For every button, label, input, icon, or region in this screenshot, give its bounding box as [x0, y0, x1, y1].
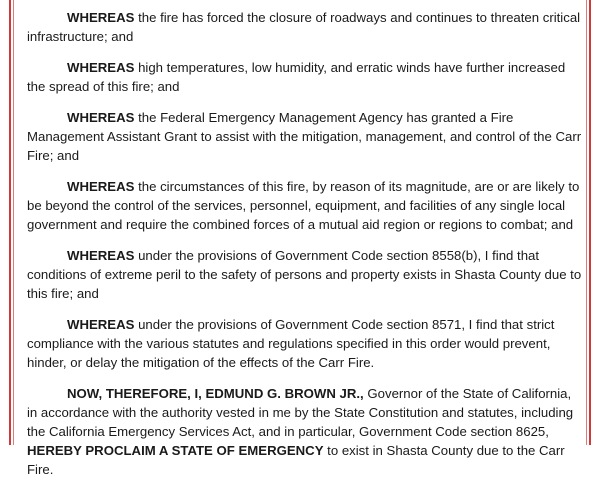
whereas-label: WHEREAS — [67, 317, 135, 332]
proclamation-text-end: to exist in Shasta County due to the Carr Fire. — [27, 443, 565, 477]
whereas-text: the circumstances of this fire, by reason of its magnitude, are or are likely to be beyond the control of the services, personnel, equipment, and facilities of any single local government and require the combined forces of a mutual aid region or regions to combat; and — [27, 179, 580, 232]
proclamation-emphasis: HEREBY PROCLAIM A STATE OF EMERGENCY — [27, 443, 324, 458]
proclamation-lead: NOW, THEREFORE, I, EDMUND G. BROWN JR., — [67, 386, 364, 401]
whereas-text: high temperatures, low humidity, and erratic winds have further increased the spread of this fire; and — [27, 60, 566, 94]
page-border-left-inner — [13, 0, 14, 445]
whereas-label: WHEREAS — [67, 248, 135, 263]
whereas-text: under the provisions of Government Code section 8558(b), I find that conditions of extreme peril to the safety of persons and property exists in Shasta County due to this fire; and — [27, 248, 582, 301]
proclamation-paragraph — [27, 384, 585, 479]
whereas-label: WHEREAS — [67, 10, 135, 25]
whereas-label: WHEREAS — [67, 60, 135, 75]
whereas-paragraph-4 — [27, 177, 585, 234]
page-border-right — [589, 0, 591, 445]
proclamation-body — [27, 8, 585, 491]
page-border-right-inner — [586, 0, 587, 445]
whereas-label: WHEREAS — [67, 179, 135, 194]
whereas-text: the fire has forced the closure of roadways and continues to threaten critical infrastructure; and — [27, 10, 581, 44]
whereas-paragraph-2 — [27, 58, 585, 96]
page-border-left — [9, 0, 11, 445]
whereas-paragraph-3 — [27, 108, 585, 165]
whereas-text: under the provisions of Government Code section 8571, I find that strict compliance with the various statutes and regulations specified in this order would prevent, hinder, or delay the mitigation of the effects of the Carr Fire. — [27, 317, 555, 370]
whereas-paragraph-6 — [27, 315, 585, 372]
whereas-paragraph-1 — [27, 8, 585, 46]
whereas-paragraph-5 — [27, 246, 585, 303]
whereas-text: the Federal Emergency Management Agency has granted a Fire Management Assistant Grant to assist with the mitigation, management, and control of the Carr Fire; and — [27, 110, 582, 163]
proclamation-text: Governor of the State of California, in accordance with the authority vested in me by the State Constitution and statutes, including the California Emergency Services Act, and in particular, Government Code section 8625, — [27, 386, 574, 439]
whereas-label: WHEREAS — [67, 110, 135, 125]
